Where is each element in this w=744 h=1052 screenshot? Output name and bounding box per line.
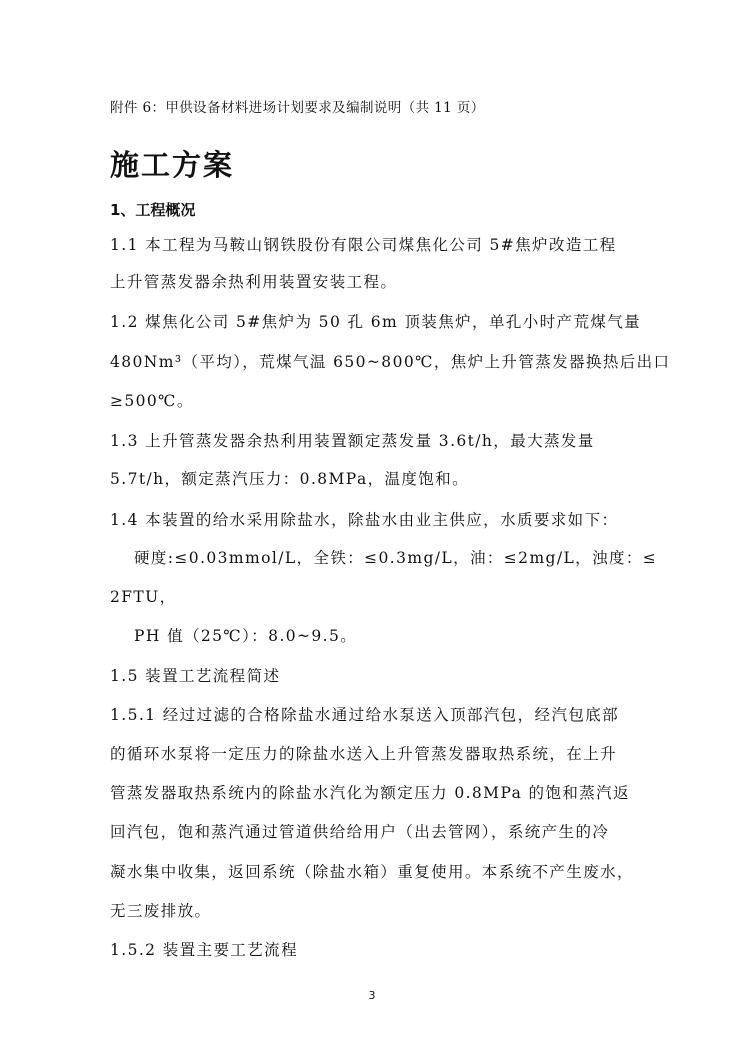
paragraph-line: 1.3 上升管蒸发器余热利用装置额定蒸发量 3.6t/h，最大蒸发量: [110, 432, 595, 450]
water-quality-line: 硬度:≤0.03mmol/L，全铁：≤0.3mg/L，油：≤2mg/L，浊度：≤: [134, 549, 658, 567]
subsection-heading: 1.5 装置工艺流程简述: [110, 667, 281, 685]
section-heading: 1、工程概况: [110, 201, 196, 219]
paragraph-line: 无三废排放。: [110, 902, 212, 920]
paragraph-line: 1.1 本工程为马鞍山钢铁股份有限公司煤焦化公司 5#焦炉改造工程: [110, 236, 617, 254]
paragraph-line: 1.4 本装置的给水采用除盐水，除盐水由业主供应，水质要求如下：: [110, 511, 619, 529]
paragraph-line: 2FTU，: [110, 588, 177, 606]
paragraph-line: 回汽包，饱和蒸汽通过管道供给给用户（出去管网），系统产生的冷: [110, 823, 610, 841]
paragraph-line: 管蒸发器取热系统内的除盐水汽化为额定压力 0.8MPa 的饱和蒸汽返: [110, 784, 630, 802]
ph-value-line: PH 值（25℃）：8.0~9.5。: [134, 627, 358, 645]
paragraph-line: 上升管蒸发器余热利用装置安装工程。: [110, 273, 398, 291]
paragraph-line: 的循环水泵将一定压力的除盐水送入上升管蒸发器取热系统，在上升: [110, 745, 618, 763]
subsection-heading: 1.5.2 装置主要工艺流程: [110, 941, 298, 959]
page-title: 施工方案: [110, 148, 235, 182]
paragraph-line: 1.2 煤焦化公司 5#焦炉为 50 孔 6m 顶装焦炉，单孔小时产荒煤气量: [110, 313, 642, 331]
paragraph-line: 5.7t/h，额定蒸汽压力：0.8MPa，温度饱和。: [110, 470, 469, 488]
paragraph-line: 480Nm³（平均），荒煤气温 650~800℃，焦炉上升管蒸发器换热后出口: [110, 353, 671, 371]
paragraph-line: 1.5.1 经过过滤的合格除盐水通过给水泵送入顶部汽包，经汽包底部: [110, 706, 620, 724]
paragraph-line: 凝水集中收集，返回系统（除盐水箱）重复使用。本系统不产生废水，: [110, 863, 634, 881]
page-number: 3: [368, 989, 376, 1002]
attachment-header: 附件 6：甲供设备材料进场计划要求及编制说明（共 11 页）: [110, 100, 485, 116]
paragraph-line: ≥500℃。: [110, 392, 194, 410]
